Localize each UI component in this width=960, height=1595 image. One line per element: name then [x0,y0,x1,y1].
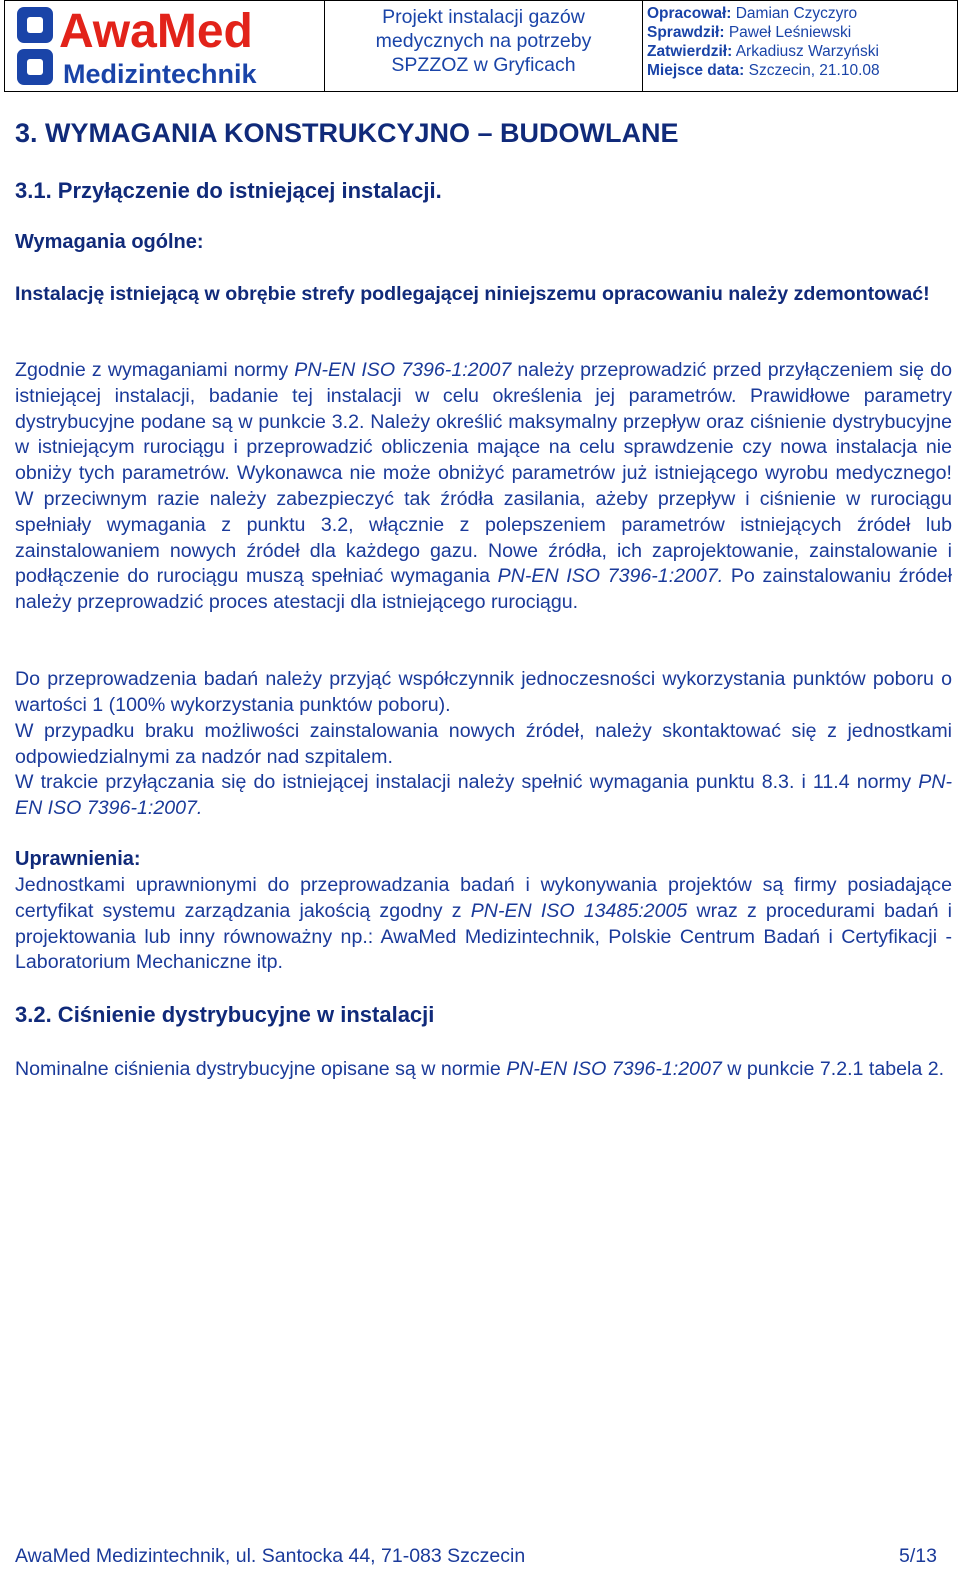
general-requirements-heading: Wymagania ogólne: [15,231,204,253]
section-heading: 3. WYMAGANIA KONSTRUKCYJNO – BUDOWLANE [15,118,679,148]
document-header [4,0,958,92]
subsection-heading-3-2: 3.2. Ciśnienie dystrybucyjne w instalacji [15,1002,435,1027]
paragraph-rights: Jednostkami uprawnionymi do przeprowadzania badań i wykonywania projektów są firmy posiadające certyfikat systemu zarządzania jakością zgodny z PN-EN ISO 13485:2005 wraz z procedurami badań i projektowania lub inny równoważny np.: AwaMed Medizintechnik, Polskie Centrum Badań i Certyfikacji - Laboratorium Mechaniczne itp. [15,874,952,974]
project-line-1: Projekt instalacji gazów [382,6,585,28]
project-line-2: medycznych na potrzeby [375,30,592,52]
logo-text-top: AwaMed [59,5,253,58]
company-logo [5,1,325,91]
paragraph-connection: W trakcie przyłączania się do istniejącej instalacji należy spełnić wymagania punktu 8.3. i 11.4 normy PN-EN ISO 7396-1:2007. [15,771,952,819]
general-requirements-text: Instalację istniejącą w obrębie strefy podlegającej niniejszemu opracowaniu należy zdemontować! [15,283,930,305]
footer-address: AwaMed Medizintechnik, ul. Santocka 44, 71-083 Szczecin [15,1545,526,1567]
project-line-3: SPZZOZ w Gryficach [391,54,576,76]
place-date: Miejsce data: Szczecin, 21.10.08 [647,62,880,79]
awamed-logo-icon [15,3,315,89]
document-footer [15,1545,937,1568]
approved-by: Zatwierdził: Arkadiusz Warzyński [647,43,879,60]
prepared-by: Opracował: Damian Czyczyro [647,5,858,22]
paragraph-inspection: Zgodnie z wymaganiami normy PN-EN ISO 7396-1:2007 należy przeprowadzić przed przyłączeniem się do istniejącej instalacji, badanie tej instalacji w celu określenia jej parametrów. Prawidłowe parametry dystrybucyjne podane są w punkcie 3.2. Należy określić maksymalny przepływ oraz ciśnienie dystrybucyjne w istniejącym rurociągu i przeprowadzić obliczenia mające na celu sprawdzenie czy nowa instalacja nie obniży tych parametrów. Wykonawca nie może obniżyć parametrów już istniejącego wyrobu medycznego! W przeciwnym razie należy zabezpieczyć tak źródła zasilania, ażeby przepływ i ciśnienie w rurociągu spełniały wymagania z punktu 3.2, włącznie z polepszeniem parametrów istniejących źródeł lub zainstalowaniem nowych źródeł dla każdego gazu. Nowe źródła, ich zaprojektowanie, zainstalowanie i podłączenie do rurociągu muszą spełniać wymagania PN-EN ISO 7396-1:2007. Po zainstalowaniu źródeł należy przeprowadzić proces atestacji dla istniejącego rurociągu. [15,359,952,614]
logo-text-bottom: Medizintechnik [63,59,257,89]
paragraph-simultaneity: Do przeprowadzenia badań należy przyjąć współczynnik jednoczesności wykorzystania punktów poboru o wartości 1 (100% wykorzystania punktów poboru). [15,668,952,716]
subsection-heading-3-1: 3.1. Przyłączenie do istniejącej instalacji. [15,178,442,203]
page-number: 5/13 [899,1545,937,1567]
paragraph-pressure: Nominalne ciśnienia dystrybucyjne opisane są w normie PN-EN ISO 7396-1:2007 w punkcie 7.2.1 tabela 2. [15,1058,945,1080]
checked-by: Sprawdził: Paweł Leśniewski [647,24,852,41]
paragraph-no-sources: W przypadku braku możliwości zainstalowania nowych źródeł, należy skontaktować się z jednostkami odpowiedzialnymi za nadzór nad szpitalem. [15,720,952,768]
project-title [325,1,643,91]
document-metadata [643,1,957,91]
rights-heading: Uprawnienia: [15,848,141,870]
